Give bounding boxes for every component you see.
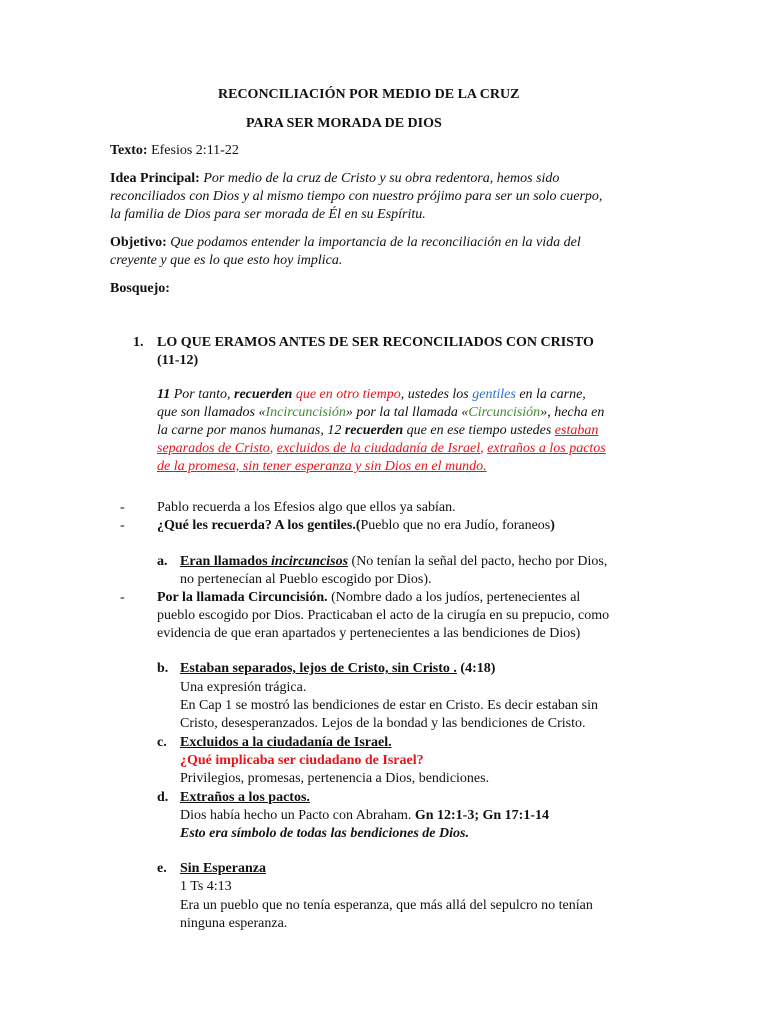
objetivo-label: Objetivo:: [110, 235, 167, 250]
verse-line-1: [157, 386, 586, 404]
item-a-line-2: no pertenecían al Pueblo escogido por Dios).: [180, 572, 432, 587]
bullet-1-text: Pablo recuerda a los Efesios algo que ellos ya sabían.: [157, 500, 456, 515]
objetivo-line-1: [110, 234, 581, 252]
verse-line-4: [157, 440, 606, 458]
verse-highlight-red: que en otro tiempo: [295, 387, 401, 402]
item-b-marker: b.: [157, 661, 169, 676]
item-e-line-4: ninguna esperanza.: [180, 916, 288, 931]
objetivo-line-2: creyente y que es lo que esto hoy implica.: [110, 253, 343, 268]
verse-text: la carne por manos humanas, 12: [157, 423, 345, 438]
verse-line-5: de la promesa, sin tener esperanza y sin Dios en el mundo.: [157, 459, 487, 474]
verse-separator: ,: [480, 441, 488, 456]
objetivo-text: Que podamos entender la importancia de la reconciliación en la vida del: [170, 235, 581, 250]
verse-text: que son llamados «: [157, 405, 266, 420]
item-d-refs: Gn 12:1-3; Gn 17:1-14: [411, 808, 549, 823]
verse-highlight-red: extraños a los pactos: [487, 441, 606, 456]
verse-recuerden: recuerden: [234, 387, 293, 402]
item-c-title: Excluidos a la ciudadanía de Israel.: [180, 735, 392, 750]
verse-line-2: [157, 404, 604, 422]
item-a-title: Eran llamados: [180, 554, 272, 569]
idea-line-3: la familia de Dios para ser morada de Él en su Espíritu.: [110, 207, 426, 222]
verse-text: », hecha en: [540, 405, 605, 420]
idea-label: Idea Principal:: [110, 171, 200, 186]
verse-separator: ,: [269, 441, 277, 456]
verse-gentiles: gentiles: [472, 387, 516, 402]
bullet-dash: -: [120, 518, 125, 533]
doc-subtitle: PARA SER MORADA DE DIOS: [246, 116, 442, 131]
verse-text: que en ese tiempo ustedes: [403, 423, 555, 438]
verse-incircuncision: Incircuncisión: [265, 405, 346, 420]
idea-line-1: [110, 170, 559, 188]
item-a-title-italic: incircuncisos: [271, 554, 349, 569]
item-d-marker: d.: [157, 790, 169, 805]
item-d-title: Extraños a los pactos.: [180, 790, 310, 805]
section1-range: (11-12): [157, 353, 199, 368]
item-d-line-2: [180, 807, 549, 825]
item-b-line-1: [180, 660, 495, 678]
verse-highlight-red: excluidos de la ciudadanía de Israel: [276, 441, 481, 456]
bullet-dash: -: [120, 590, 125, 605]
item-e-line-3: Era un pueblo que no tenía esperanza, que más allá del sepulcro no tenían: [180, 898, 593, 913]
bullet-2-text: [157, 517, 555, 535]
verse-text: Por tanto,: [170, 387, 235, 402]
verse-text: , ustedes los: [400, 387, 473, 402]
item-a-text: (No tenían la señal del pacto, hecho por Dios,: [348, 554, 608, 569]
verse-line-3: [157, 422, 598, 440]
bullet-2-normal: Pueblo que no era Judío, foraneos: [360, 518, 551, 533]
item-b-title: Estaban separados, lejos de Cristo, sin Cristo .: [180, 661, 457, 676]
item-b-ref: (4:18): [456, 661, 496, 676]
item-e-marker: e.: [157, 861, 167, 876]
item-c-marker: c.: [157, 735, 167, 750]
verse-text: » por la tal llamada «: [345, 405, 469, 420]
verse-highlight-red: estaban: [554, 423, 599, 438]
section1-number: 1.: [133, 335, 144, 350]
item-b-line-3: En Cap 1 se mostró las bendiciones de estar en Cristo. Es decir estaban sin: [180, 698, 598, 713]
bullet-dash: -: [120, 500, 125, 515]
doc-title: RECONCILIACIÓN POR MEDIO DE LA CRUZ: [218, 87, 520, 102]
bosquejo-label: Bosquejo:: [110, 281, 170, 296]
texto-label: Texto:: [110, 143, 148, 158]
circ-text: (Nombre dado a los judíos, pertenecientes al: [327, 590, 581, 605]
item-c-question: ¿Qué implicaba ser ciudadano de Israel?: [180, 753, 424, 768]
item-a-line-1: [180, 553, 607, 571]
texto-value: Efesios 2:11-22: [151, 143, 239, 158]
item-b-line-2: Una expresión trágica.: [180, 680, 307, 695]
item-e-title: Sin Esperanza: [180, 861, 266, 876]
circ-line-1: [157, 589, 580, 607]
circ-line-3: evidencia de que eran apartados y pertenecientes a las bendiciones de Dios): [157, 626, 581, 641]
idea-text: Por medio de la cruz de Cristo y su obra redentora, hemos sido: [203, 171, 560, 186]
item-a-marker: a.: [157, 554, 168, 569]
item-c-line-3: Privilegios, promesas, pertenencia a Dios, bendiciones.: [180, 771, 490, 786]
item-d-text: Dios había hecho un Pacto con Abraham.: [180, 808, 412, 823]
verse-number: 11: [157, 387, 171, 402]
section1-title: LO QUE ERAMOS ANTES DE SER RECONCILIADOS CON CRISTO: [157, 335, 594, 350]
circ-title: Por la llamada Circuncisión.: [157, 590, 328, 605]
bullet-2-bold: ¿Qué les recuerda? A los gentiles.(: [157, 518, 361, 533]
item-d-line-3: Esto era símbolo de todas las bendiciones de Dios.: [180, 826, 469, 841]
item-e-line-2: 1 Ts 4:13: [180, 879, 232, 894]
texto-line: [110, 142, 239, 160]
verse-recuerden: recuerden: [344, 423, 404, 438]
verse-highlight-red: separados de Cristo: [157, 441, 270, 456]
circ-line-2: pueblo escogido por Dios. Practicaban el acto de la cirugía en su prepucio, como: [157, 608, 610, 623]
idea-line-2: reconciliados con Dios y al mismo tiempo con nuestro prójimo para ser un solo cuerpo,: [110, 189, 603, 204]
verse-text: en la carne,: [515, 387, 586, 402]
bullet-2-close: ): [550, 518, 555, 533]
item-b-line-4: Cristo, desesperanzados. Lejos de la bondad y las bendiciones de Cristo.: [180, 716, 586, 731]
verse-circuncision: Circuncisión: [468, 405, 541, 420]
